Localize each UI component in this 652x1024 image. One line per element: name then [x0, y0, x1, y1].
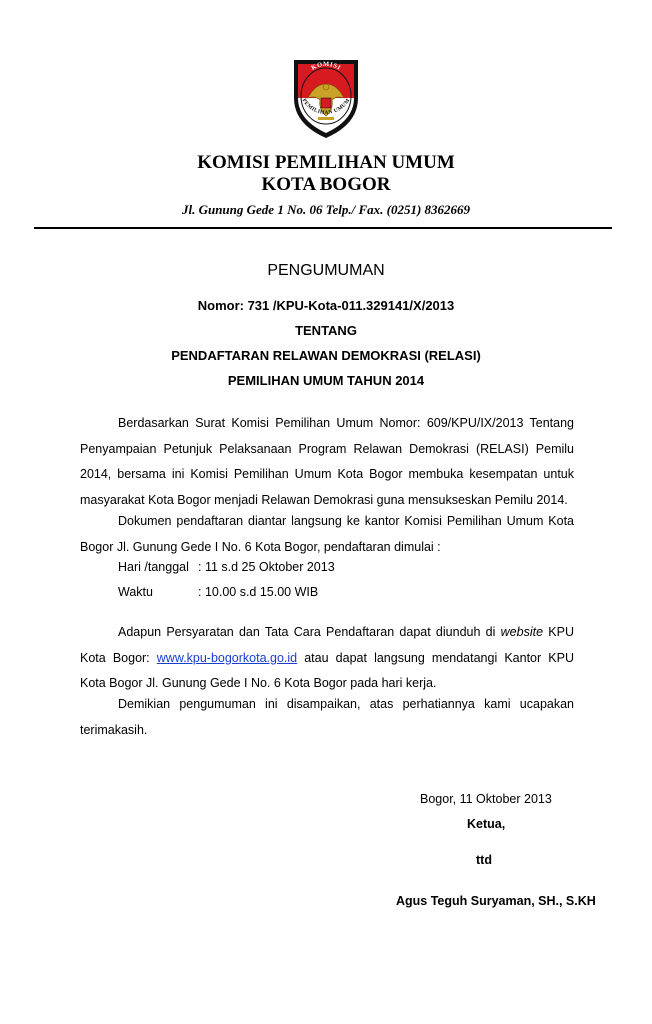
- signature-position: Ketua,: [467, 817, 506, 831]
- body-paragraph-3: [80, 620, 574, 697]
- paragraph3-website-word: website: [500, 625, 544, 639]
- paragraph3-text-a: Adapun Persyaratan dan Tata Cara Pendaftaran dapat diunduh di: [118, 625, 501, 639]
- kpu-website-link[interactable]: www.kpu-bogorkota.go.id: [156, 650, 298, 665]
- signature-ttd: ttd: [476, 853, 492, 867]
- body-paragraph-2: Dokumen pendaftaran diantar langsung ke kantor Komisi Pemilihan Umum Kota Bogor Jl. Gunung Gede I No. 6 Kota Bogor, pendaftaran dimulai :: [80, 514, 574, 554]
- doc-subject-line2: PEMILIHAN UMUM TAHUN 2014: [227, 373, 425, 388]
- org-address: Jl. Gunung Gede 1 No. 06 Telp./ Fax. (0251) 8362669: [181, 202, 471, 217]
- kpu-logo: [286, 54, 366, 140]
- schedule-time-label: Waktu: [118, 585, 153, 599]
- logo-top-text: KOMISI: [310, 60, 343, 72]
- paragraph3-text-b: KPU Kota Bogor:: [80, 625, 574, 665]
- signature-place-date: Bogor, 11 Oktober 2013: [420, 792, 552, 806]
- org-name-line2: KOTA BOGOR: [261, 174, 391, 195]
- header-divider: [34, 227, 612, 229]
- schedule-time-value: : 10.00 s.d 15.00 WIB: [198, 585, 319, 599]
- paragraph3-text-c: atau dapat langsung mendatangi Kantor KPU Kota Bogor Jl. Gunung Gede I No. 6 Kota Bogor pada hari kerja.: [80, 650, 574, 690]
- org-name-line1: KOMISI PEMILIHAN UMUM: [197, 152, 455, 173]
- schedule-date-value: : 11 s.d 25 Oktober 2013: [198, 560, 335, 574]
- body-paragraph-1: Berdasarkan Surat Komisi Pemilihan Umum Nomor: 609/KPU/IX/2013 Tentang Penyampaian Petunjuk Pelaksanaan Program Relawan Demokrasi (RELASI) Pemilu 2014, bersama ini Komisi Pemilihan Umum Kota Bogor membuka kesempatan untuk masyarakat Kota Bogor menjadi Relawan Demokrasi guna mensukseskan Pemilu 2014.: [80, 416, 574, 507]
- schedule-time-row: [118, 585, 318, 599]
- doc-subject-line1: PENDAFTARAN RELAWAN DEMOKRASI (RELASI): [171, 348, 481, 363]
- body-paragraph-4: Demikian pengumuman ini disampaikan, atas perhatiannya kami ucapakan terimakasih.: [80, 697, 574, 737]
- doc-heading: PENGUMUMAN: [267, 262, 385, 279]
- doc-tentang: TENTANG: [295, 323, 357, 338]
- signature-name: Agus Teguh Suryaman, SH., S.KH: [396, 894, 596, 908]
- schedule-date-label: Hari /tanggal: [118, 560, 189, 574]
- doc-number: Nomor: 731 /KPU-Kota-011.329141/X/2013: [197, 298, 455, 313]
- logo-bottom-text: PEMILIHAN UMUM: [300, 97, 352, 117]
- schedule-date-row: [118, 560, 335, 574]
